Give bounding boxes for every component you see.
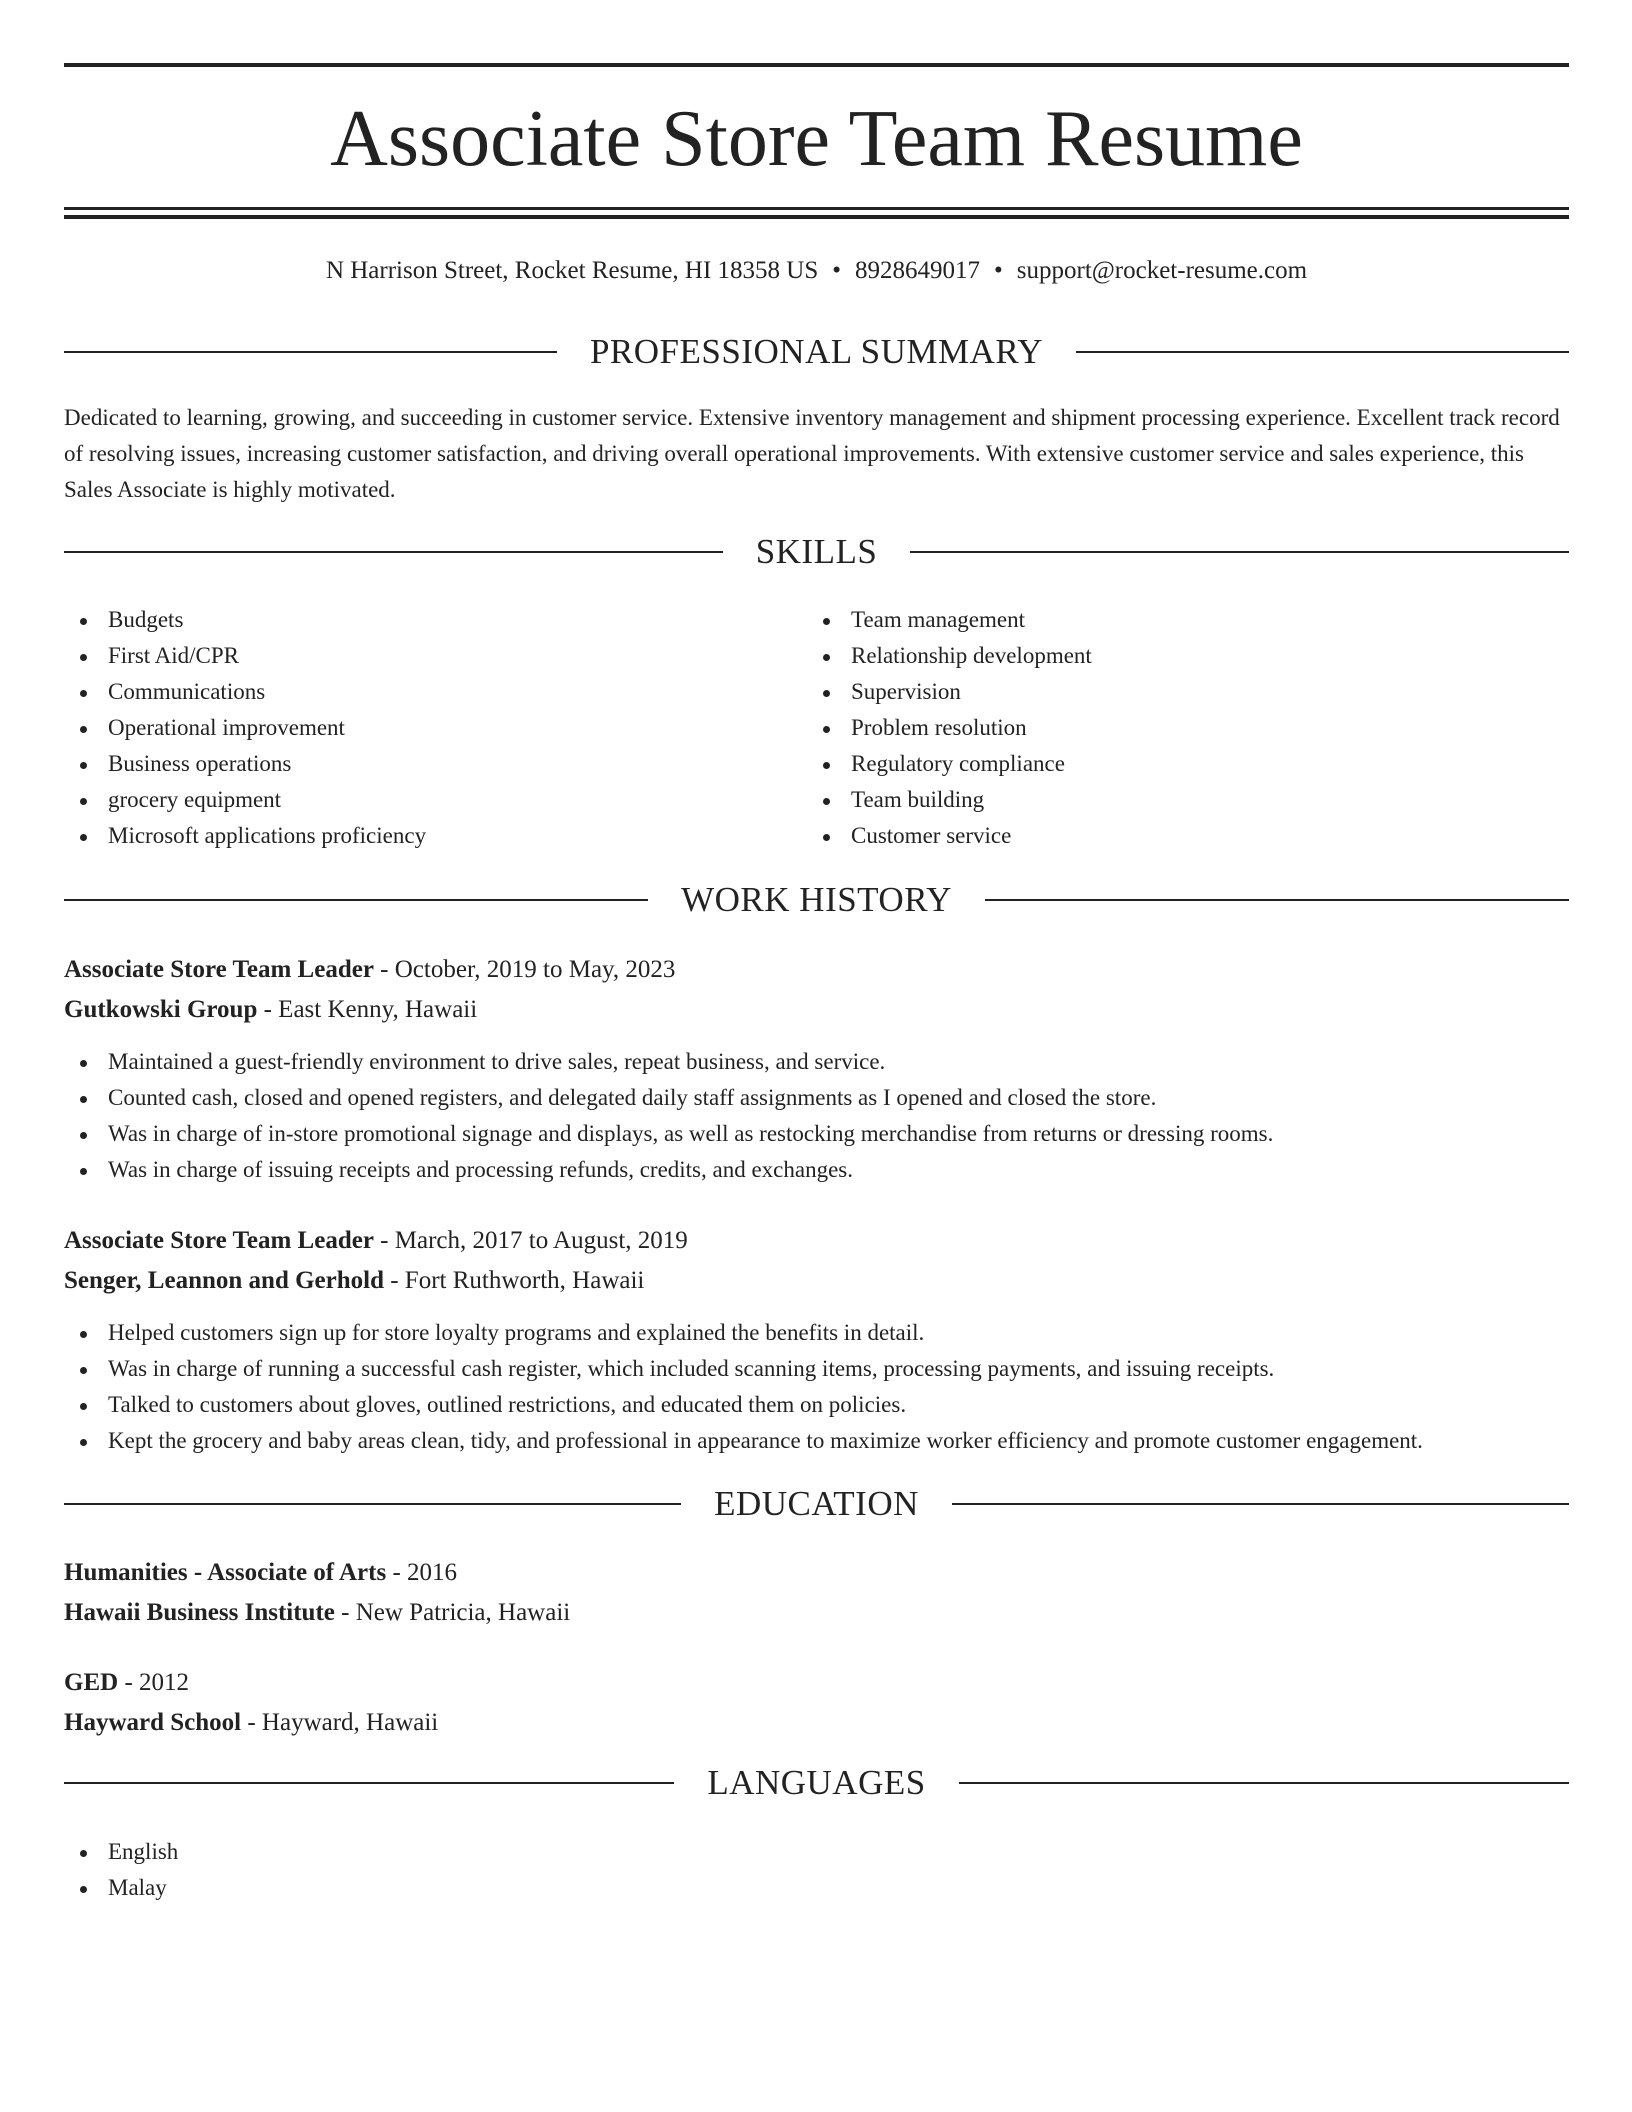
skill-item: Business operations <box>64 746 426 782</box>
job-bullet: Was in charge of running a successful cash register, which included scanning items, processing payments, and issuing receipts. <box>64 1351 1569 1387</box>
school: Hayward School <box>64 1709 242 1736</box>
job-bullet: Was in charge of issuing receipts and processing refunds, credits, and exchanges. <box>64 1152 1569 1188</box>
school-location: - Hayward, Hawaii <box>241 1709 439 1736</box>
degree: GED <box>64 1669 119 1696</box>
contact-line <box>64 254 1569 288</box>
job-dates: - March, 2017 to August, 2019 <box>373 1227 688 1254</box>
section-heading-education <box>64 1482 1569 1526</box>
skill-item: Regulatory compliance <box>807 746 1092 782</box>
degree: Humanities - Associate of Arts <box>64 1559 387 1586</box>
degree-line <box>64 1553 1569 1593</box>
job-company-line <box>64 990 1569 1030</box>
divider <box>64 899 648 901</box>
section-title: PROFESSIONAL SUMMARY <box>589 332 1044 371</box>
job-company: Senger, Leannon and Gerhold <box>64 1267 384 1294</box>
language-item: Malay <box>64 1870 178 1906</box>
divider <box>952 1503 1569 1505</box>
summary-text: Dedicated to learning, growing, and succeeding in customer service. Extensive inventory management and shipment processing experience. Excellent track record of resolving issues, increasing customer satisfaction, and driving overall operational improvements. With extensive customer service and sales experience, this Sales Associate is highly motivated. <box>64 405 1560 502</box>
skill-item: grocery equipment <box>64 782 426 818</box>
skill-item: Budgets <box>64 602 426 638</box>
job-bullet: Helped customers sign up for store loyalty programs and explained the benefits in detail. <box>64 1315 1569 1351</box>
job-company: Gutkowski Group <box>64 996 258 1023</box>
school: Hawaii Business Institute <box>64 1599 335 1626</box>
skill-item: Problem resolution <box>807 710 1092 746</box>
skill-item: Microsoft applications proficiency <box>64 818 426 854</box>
divider <box>64 551 723 553</box>
section-title: SKILLS <box>755 532 878 571</box>
section-heading-skills <box>64 530 1569 574</box>
job-entry <box>64 950 1569 1188</box>
degree-year: - 2016 <box>386 1559 458 1586</box>
contact-separator: • <box>994 257 1003 284</box>
section-title: LANGUAGES <box>707 1763 926 1802</box>
divider <box>959 1782 1569 1784</box>
job-title: Associate Store Team Leader <box>64 1227 374 1254</box>
job-bullet: Was in charge of in-store promotional signage and displays, as well as restocking merchandise from returns or dressing rooms. <box>64 1116 1569 1152</box>
contact-address: N Harrison Street, Rocket Resume, HI 18358 US <box>325 257 819 284</box>
job-bullet: Talked to customers about gloves, outlined restrictions, and educated them on policies. <box>64 1387 1569 1423</box>
contact-phone: 8928649017 <box>855 257 980 284</box>
job-bullet: Kept the grocery and baby areas clean, tidy, and professional in appearance to maximize worker efficiency and promote customer engagement. <box>64 1423 1569 1459</box>
divider <box>1076 351 1569 353</box>
education-entry <box>64 1553 1569 1633</box>
section-title: WORK HISTORY <box>681 880 952 919</box>
skill-item: Relationship development <box>807 638 1092 674</box>
school-line <box>64 1703 1569 1743</box>
job-title-line <box>64 950 1569 990</box>
job-bullets <box>64 1044 1569 1188</box>
job-bullet: Maintained a guest-friendly environment to drive sales, repeat business, and service. <box>64 1044 1569 1080</box>
degree-line <box>64 1663 1569 1703</box>
section-heading-summary <box>64 330 1569 374</box>
job-title: Associate Store Team Leader <box>64 956 374 983</box>
skill-item: Communications <box>64 674 426 710</box>
contact-email: support@rocket-resume.com <box>1016 257 1308 284</box>
skill-item: Operational improvement <box>64 710 426 746</box>
school-line <box>64 1593 1569 1633</box>
resume-title: Associate Store Team Resume <box>330 95 1303 183</box>
language-item: English <box>64 1834 178 1870</box>
job-company-line <box>64 1261 1569 1301</box>
skill-item: Team management <box>807 602 1092 638</box>
skill-item: Supervision <box>807 674 1092 710</box>
divider <box>985 899 1569 901</box>
section-heading-languages <box>64 1761 1569 1805</box>
divider <box>64 351 557 353</box>
skill-item: Team building <box>807 782 1092 818</box>
job-entry <box>64 1221 1569 1459</box>
contact-separator: • <box>832 257 841 284</box>
divider <box>64 1503 681 1505</box>
school-location: - New Patricia, Hawaii <box>334 1599 571 1626</box>
job-bullet: Counted cash, closed and opened registers, and delegated daily staff assignments as I opened and closed the store. <box>64 1080 1569 1116</box>
skills-column-right <box>807 602 1092 854</box>
title-double-rule <box>64 207 1569 219</box>
section-title: EDUCATION <box>714 1484 919 1523</box>
job-location: - Fort Ruthworth, Hawaii <box>383 1267 645 1294</box>
job-title-line <box>64 1221 1569 1261</box>
education-entry <box>64 1663 1569 1743</box>
divider <box>64 1782 674 1784</box>
job-bullets <box>64 1315 1569 1459</box>
job-dates: - October, 2019 to May, 2023 <box>373 956 676 983</box>
job-location: - East Kenny, Hawaii <box>257 996 478 1023</box>
top-rule <box>64 63 1569 67</box>
skills-column-left <box>64 602 426 854</box>
section-heading-work-history <box>64 878 1569 922</box>
divider <box>910 551 1569 553</box>
degree-year: - 2012 <box>118 1669 190 1696</box>
languages-list <box>64 1834 178 1906</box>
skill-item: First Aid/CPR <box>64 638 426 674</box>
skill-item: Customer service <box>807 818 1092 854</box>
